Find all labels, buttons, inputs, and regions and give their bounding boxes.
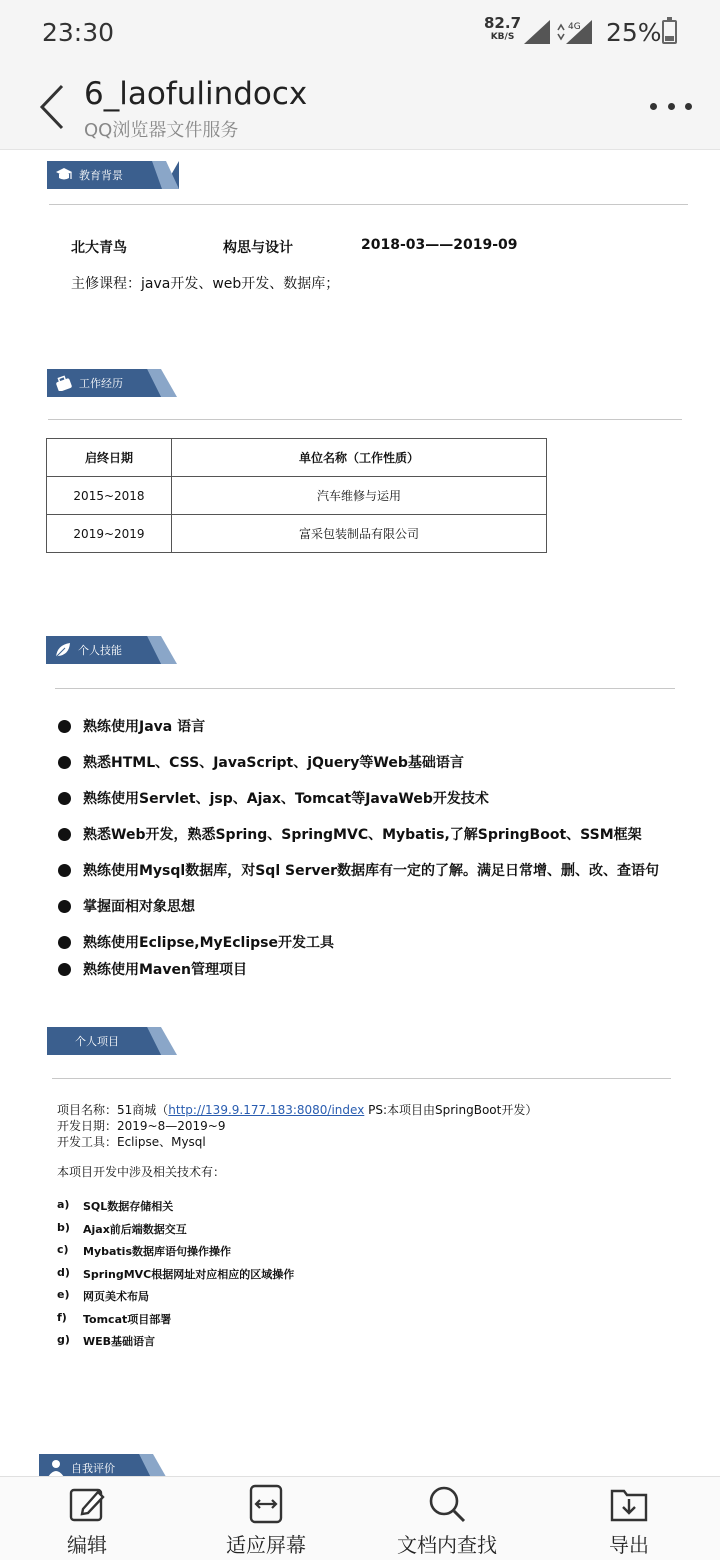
project-tools: 开发工具：Eclipse、Mysql (57, 1135, 206, 1149)
more-dot-icon (650, 103, 657, 110)
battery-fill (665, 36, 674, 41)
document-subtitle: QQ浏览器文件服务 (84, 120, 239, 141)
bullet-icon (58, 792, 71, 805)
table-cell: 2019~2019 (47, 515, 172, 553)
tech-text: 网页美术布局 (83, 1290, 149, 1303)
skill-text: 熟悉HTML、CSS、JavaScript、jQuery等Web基础语言 (83, 755, 464, 771)
divider (49, 204, 688, 205)
section-title: 教育背景 (79, 169, 123, 182)
list-item (58, 896, 195, 916)
list-item (57, 1333, 155, 1349)
divider (52, 1078, 671, 1079)
leaf-icon (54, 641, 72, 659)
net-speed-unit: KB/S (490, 32, 515, 42)
skill-text: 熟悉Web开发，熟悉Spring、SpringMVC、Mybatis,了解SpringBoot、SSM框架 (83, 827, 642, 843)
table-cell: 2015~2018 (47, 477, 172, 515)
list-letter: a) (57, 1198, 70, 1211)
list-item (58, 824, 642, 844)
edu-period: 2018-03——2019-09 (361, 237, 518, 253)
list-letter: f) (57, 1311, 67, 1324)
find-in-doc-label: 文档内查找 (397, 1533, 497, 1557)
net-speed-value: 82.7 (484, 14, 522, 32)
project-link[interactable]: http://139.9.177.183:8080/index (168, 1103, 365, 1117)
export-label: 导出 (609, 1533, 649, 1557)
list-item (57, 1198, 173, 1214)
back-button[interactable] (34, 82, 74, 132)
more-options-button[interactable] (650, 94, 692, 118)
bullet-icon (58, 756, 71, 769)
chevron-left-icon (34, 82, 74, 132)
document-title: 6_laofulindocx (84, 76, 308, 112)
bullet-icon (58, 828, 71, 841)
divider (48, 419, 682, 420)
network-type: 4G (568, 22, 581, 32)
more-dot-icon (685, 103, 692, 110)
list-item (57, 1243, 231, 1259)
skill-text: 熟练使用Mysql数据库，对Sql Server数据库有一定的了解。满足日常增、删、改、查语句 (83, 863, 659, 879)
battery-icon (662, 20, 677, 44)
section-title: 个人技能 (78, 644, 122, 657)
skill-text: 熟练使用Java 语言 (83, 719, 206, 735)
bullet-icon (58, 900, 71, 913)
project-name-line (57, 1101, 537, 1118)
edit-icon (66, 1483, 108, 1525)
section-wedge-light (139, 1454, 173, 1476)
list-item (58, 860, 659, 880)
list-letter: c) (57, 1243, 69, 1256)
section-wedge-light (147, 369, 181, 397)
bullet-icon (58, 936, 71, 949)
wifi-signal-icon (524, 20, 550, 44)
graduation-cap-icon (55, 166, 73, 184)
bullet-icon (58, 864, 71, 877)
table-row (47, 515, 547, 553)
project-note: PS:本项目由SpringBoot开发） (364, 1103, 538, 1117)
edu-school: 北大青鸟 (71, 240, 127, 256)
list-item (57, 1288, 149, 1304)
bullet-icon (58, 963, 71, 976)
fit-screen-button[interactable] (226, 1483, 306, 1558)
list-item (58, 788, 489, 808)
list-letter: g) (57, 1333, 70, 1346)
bullet-icon (58, 720, 71, 733)
search-icon (426, 1483, 468, 1525)
column-header: 单位名称（工作性质） (172, 439, 547, 477)
list-item (58, 716, 205, 736)
status-bar (0, 0, 720, 64)
section-wedge-light (147, 1027, 181, 1055)
project-dates: 开发日期：2019~8—2019~9 (57, 1119, 226, 1133)
tech-text: SpringMVC根据网址对应相应的区域操作 (83, 1268, 295, 1281)
column-header: 启终日期 (47, 439, 172, 477)
fit-screen-icon (245, 1483, 287, 1525)
list-letter: d) (57, 1266, 70, 1279)
document-view[interactable] (0, 150, 720, 1476)
more-dot-icon (668, 103, 675, 110)
work-history-table (46, 438, 547, 553)
net-speed (484, 16, 521, 42)
section-wedge-light (147, 636, 181, 664)
tech-text: Tomcat项目部署 (83, 1313, 172, 1326)
table-row (47, 477, 547, 515)
table-cell: 富采包装制品有限公司 (172, 515, 547, 553)
export-button[interactable] (608, 1483, 650, 1558)
project-name: 项目名称：51商城（ (57, 1103, 169, 1117)
edu-major: 构思与设计 (223, 240, 293, 256)
cellular-signal-icon (556, 20, 592, 44)
edu-courses: 主修课程：java开发、web开发、数据库； (71, 276, 340, 292)
list-item (58, 932, 334, 952)
edit-button[interactable] (66, 1483, 108, 1558)
section-title: 个人项目 (75, 1035, 119, 1048)
list-item (58, 959, 247, 979)
battery-percent: 25% (606, 18, 662, 47)
skill-text: 熟练使用Eclipse,MyEclipse开发工具 (83, 935, 334, 951)
find-in-doc-button[interactable] (397, 1483, 497, 1558)
skill-text: 熟练使用Servlet、jsp、Ajax、Tomcat等JavaWeb开发技术 (83, 791, 489, 807)
briefcase-icon (55, 374, 73, 392)
tech-text: WEB基础语言 (83, 1335, 156, 1348)
list-item (57, 1221, 187, 1237)
section-wedge-light (152, 161, 180, 189)
section-title: 自我评价 (71, 1462, 115, 1475)
edit-label: 编辑 (67, 1533, 107, 1557)
person-icon (47, 1459, 65, 1476)
list-item (57, 1311, 171, 1327)
project-tech-intro: 本项目开发中涉及相关技术有： (57, 1165, 226, 1179)
tech-text: Ajax前后端数据交互 (83, 1223, 187, 1236)
fit-screen-label: 适应屏幕 (226, 1533, 306, 1557)
divider (55, 688, 675, 689)
section-title: 工作经历 (79, 377, 123, 390)
tech-text: SQL数据存储相关 (83, 1200, 174, 1213)
table-header-row (47, 439, 547, 477)
bottom-toolbar (0, 1476, 720, 1560)
export-folder-icon (608, 1483, 650, 1525)
list-item (58, 752, 464, 772)
tech-text: Mybatis数据库语句操作操作 (83, 1245, 231, 1258)
list-item (57, 1266, 294, 1282)
status-time: 23:30 (42, 18, 115, 47)
skill-text: 熟练使用Maven管理项目 (83, 962, 247, 978)
title-bar (0, 64, 720, 150)
list-letter: e) (57, 1288, 70, 1301)
skill-text: 掌握面相对象思想 (83, 899, 195, 915)
table-cell: 汽车维修与运用 (172, 477, 547, 515)
list-letter: b) (57, 1221, 70, 1234)
